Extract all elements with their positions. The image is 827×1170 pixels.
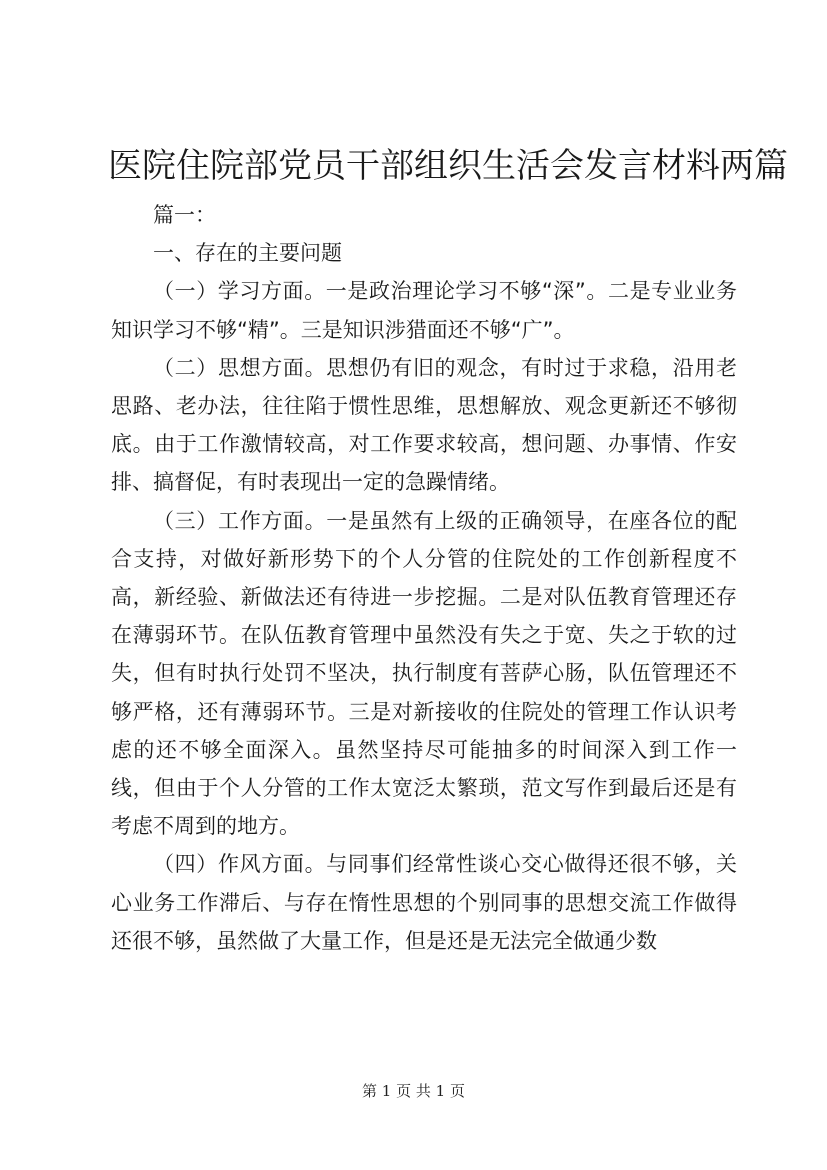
paragraph-work: （三）工作方面。一是虽然有上级的正确领导，在座各位的配合支持，对做好新形势下的个人分管的住院处的工作创新程度不高，新经验、新做法还有待进一步挖掘。二是对队伍教育管理还存在薄弱环节。在队伍教育管理中虽然没有失之于宽、失之于软的过失，但有时执行处罚不坚决，执行制度有菩萨心肠，队伍管理还不够严格，还有薄弱环节。三是对新接收的住院处的管理工作认识考虑的还不够全面深入。虽然坚持尽可能抽多的时间深入到工作一线，但由于个人分管的工作太宽泛太繁琐，范文写作到最后还是有考虑不周到的地方。 <box>111 508 737 839</box>
paragraph-style: （四）作风方面。与同事们经常性谈心交心做得还很不够，关心业务工作滞后、与存在惰性思想的个别同事的思想交流工作做得还很不够，虽然做了大量工作，但是还是无法完全做通少数 <box>111 852 737 953</box>
page-footer: 第 1 页 共 1 页 <box>362 1082 465 1100</box>
document-body <box>111 196 737 960</box>
paragraph-section-label: 篇一： <box>153 203 216 227</box>
paragraph-thinking: （二）思想方面。思想仍有旧的观念，有时过于求稳，沿用老思路、老办法，往往陷于惯性思维，思想解放、观念更新还不够彻底。由于工作激情较高，对工作要求较高，想问题、办事情、作安排、搞督促，有时表现出一定的急躁情绪。 <box>111 355 737 495</box>
document-title: 医院住院部党员干部组织生活会发言材料两篇 <box>108 146 788 186</box>
paragraph-study: （一）学习方面。一是政治理论学习不够“深”。二是专业业务知识学习不够“精”。三是知识涉猎面还不够“广”。 <box>111 279 737 342</box>
paragraph-heading-issues: 一、存在的主要问题 <box>153 241 342 266</box>
